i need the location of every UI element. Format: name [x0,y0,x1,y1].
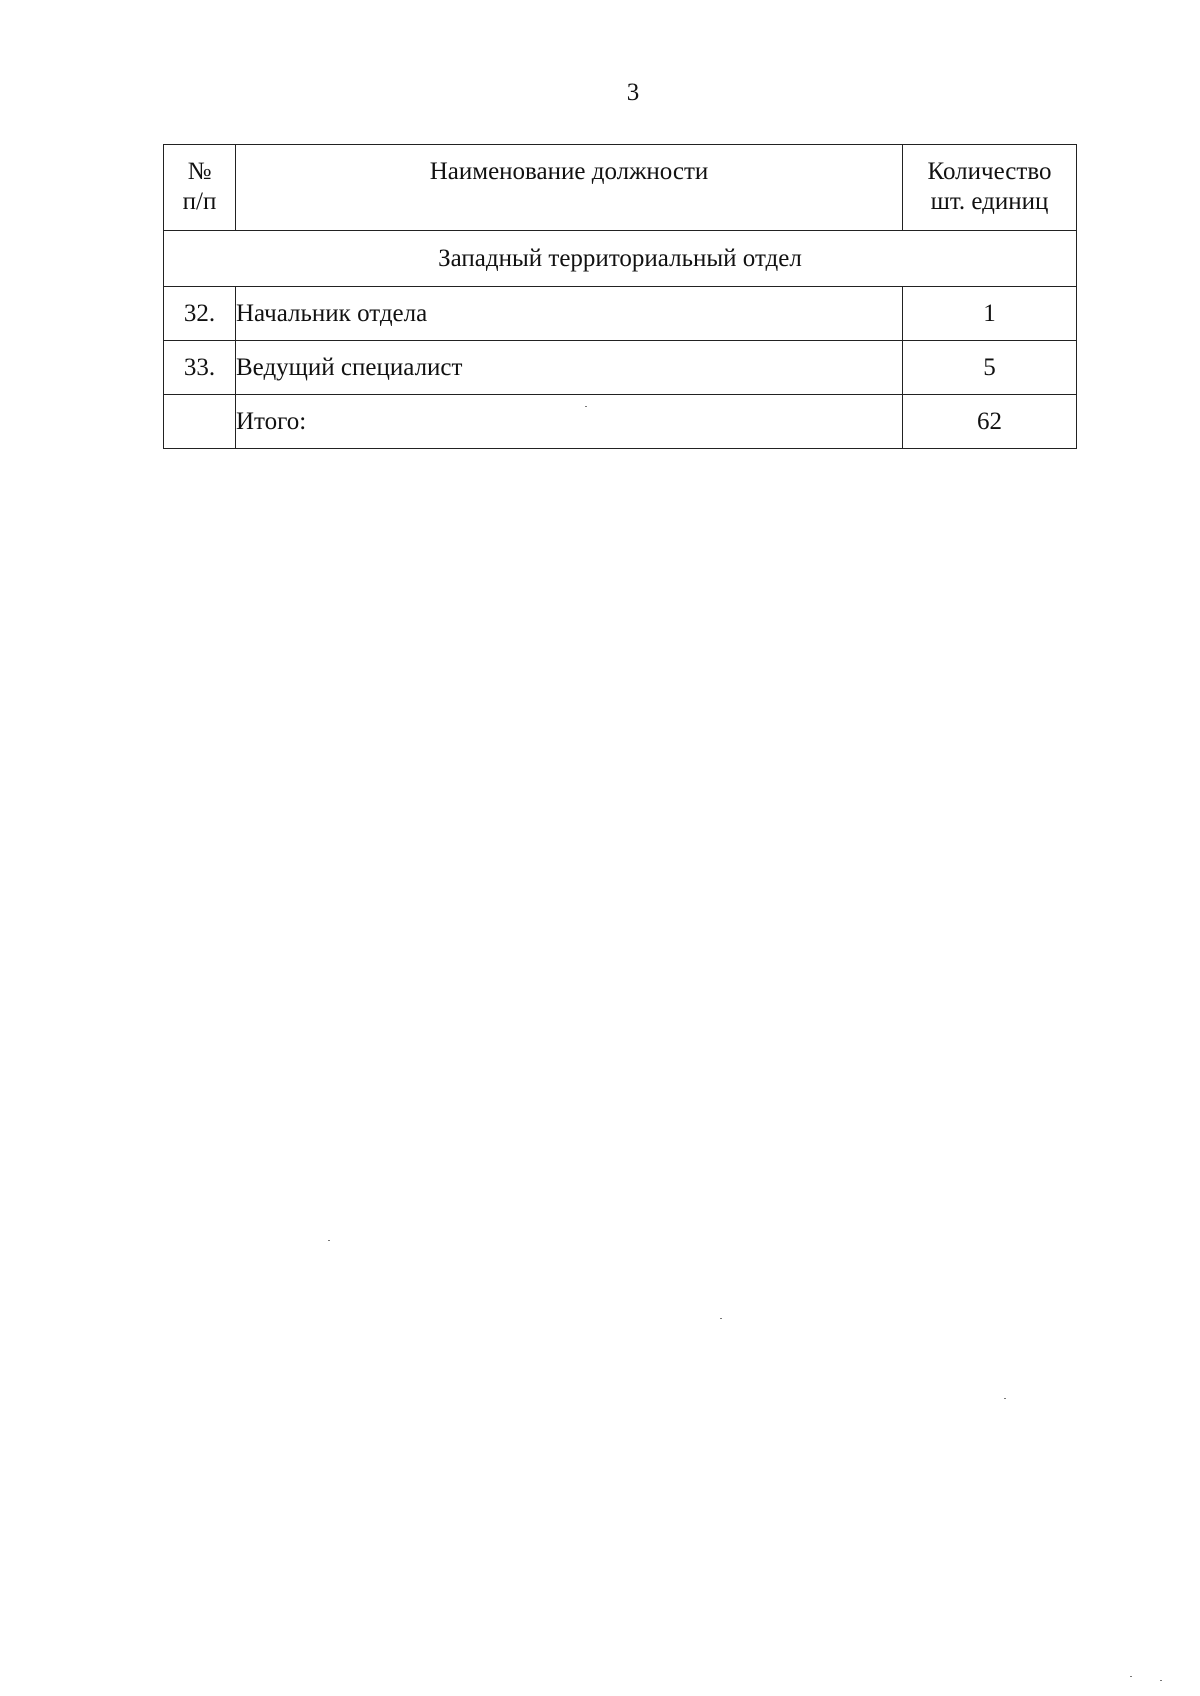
header-quantity-line1: Количество [927,158,1052,185]
header-position-name: Наименование должности [236,145,903,231]
total-quantity: 62 [903,395,1077,449]
header-number-line2: п/п [182,188,217,215]
header-number-cell [164,145,236,231]
staffing-table [163,144,1077,449]
header-quantity-cell [903,145,1077,231]
header-number-line1: № [187,158,212,185]
scan-speck [1160,1680,1162,1681]
row-position-name: Ведущий специалист [236,341,903,395]
scan-speck [720,1318,722,1319]
total-label: Итого: [236,395,903,449]
row-quantity: 1 [903,287,1077,341]
table-row [164,341,1077,395]
total-row [164,395,1077,449]
row-number: 32. [164,287,236,341]
scan-speck [1130,1676,1132,1677]
table-row [164,287,1077,341]
row-number: 33. [164,341,236,395]
row-position-name: Начальник отдела [236,287,903,341]
section-title: Западный территориальный отдел [164,231,1077,287]
scan-speck [585,406,587,407]
section-row [164,231,1077,287]
row-quantity: 5 [903,341,1077,395]
header-quantity-line2: шт. единиц [930,188,1049,215]
page-number: 3 [626,79,640,106]
total-number [164,395,236,449]
table-header-row [164,145,1077,231]
scan-speck [1004,1398,1006,1399]
scan-speck [328,1240,330,1241]
